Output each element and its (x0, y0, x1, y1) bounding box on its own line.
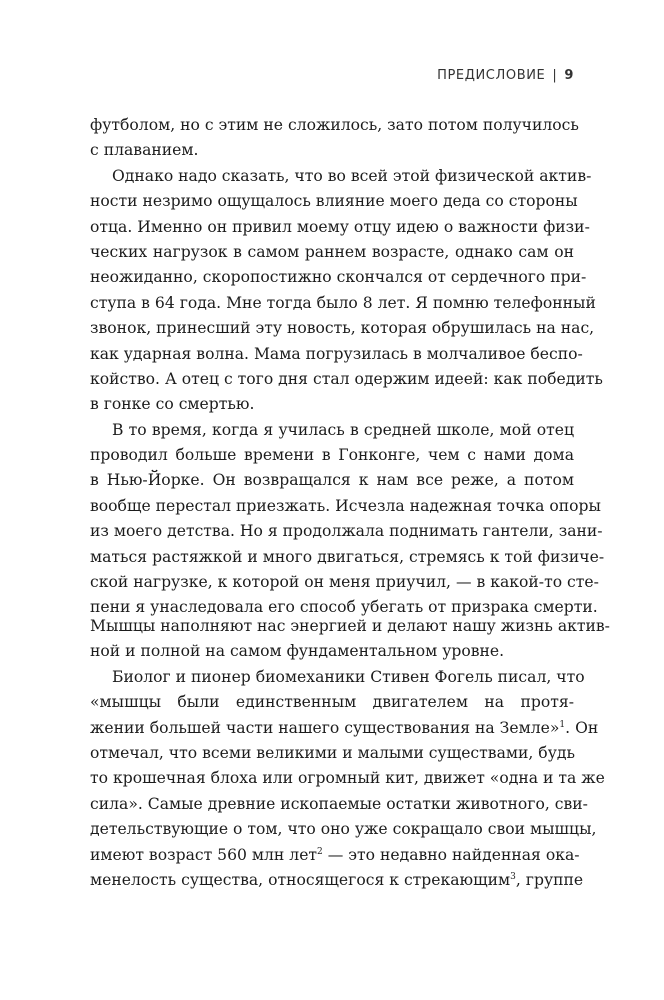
text-line (90, 843, 580, 868)
text-line (90, 639, 574, 664)
line-text: проводил больше времени в Гонконге, чем с нами дома (90, 446, 574, 465)
line-text-after-footnote: — это недавно найденная ока- (322, 845, 580, 864)
line-text: пени я унаследовала его способ убегать от призрака смерти. (90, 598, 598, 617)
text-line (90, 494, 601, 519)
line-text-after-footnote: . Он (565, 718, 599, 737)
footnote-marker: 1 (559, 719, 566, 730)
text-line (90, 716, 599, 741)
page-number: 9 (564, 68, 574, 83)
line-text: звонок, принесший эту новость, которая обрушилась на нас, (90, 319, 595, 338)
line-text: В то время, когда я училась в средней школе, мой отец (112, 420, 574, 439)
text-block-main (90, 113, 605, 621)
running-head (437, 68, 574, 83)
text-line (90, 665, 585, 690)
line-text: в Нью-Йорке. Он возвращался к нам все реже, а потом (90, 471, 574, 490)
text-line (90, 138, 574, 163)
text-line (90, 265, 587, 290)
line-text-after-footnote: , группе (515, 870, 584, 889)
section-title: ПРЕДИСЛОВИЕ (437, 68, 546, 83)
line-text: «мышцы были единственным двигателем на протя- (90, 693, 574, 712)
text-line (90, 766, 605, 791)
line-text: ческих нагрузок в самом раннем возрасте, однако сам он (90, 242, 574, 261)
footnote-marker: 2 (317, 846, 323, 857)
line-text: отмечал, что всеми великими и малыми существами, будь (90, 743, 575, 762)
header-separator: | (552, 68, 558, 83)
line-text: как ударная волна. Мама погрузилась в молчаливое беспо- (90, 344, 583, 363)
text-line (90, 468, 574, 493)
text-line (90, 792, 588, 817)
text-line (90, 291, 596, 316)
text-line (90, 690, 574, 715)
line-text: футболом, но с этим не сложилось, зато потом получилось (90, 116, 579, 134)
text-line (90, 215, 590, 240)
text-line (90, 189, 578, 214)
text-line (90, 868, 584, 893)
line-text: Однако надо сказать, что во всей этой физической актив- (112, 166, 592, 185)
line-text: жении большей части нашего существования на Земле» (90, 718, 560, 737)
text-line (90, 817, 597, 842)
line-text: Мышцы наполняют нас энергией и делают нашу жизнь актив- (90, 617, 610, 635)
text-line (90, 113, 579, 138)
line-text: сила». Самые древние ископаемые остатки животного, сви- (90, 794, 588, 813)
line-text: койство. А отец с того дня стал одержим идеей: как победить (90, 369, 603, 388)
text-line (90, 545, 605, 570)
line-text: то крошечная блоха или огромный кит, движет «одна и та же (90, 769, 605, 788)
line-text: с плаванием. (90, 141, 199, 160)
line-text: имеют возраст 560 млн лет (90, 845, 318, 864)
line-text: вообще перестал приезжать. Исчезла надежная точка опоры (90, 496, 601, 515)
text-line (90, 570, 599, 595)
line-text: неожиданно, скоропостижно скончался от сердечного при- (90, 268, 587, 287)
text-line (90, 741, 574, 766)
text-line (90, 614, 610, 639)
line-text: отца. Именно он привил моему отцу идею о важности физи- (90, 217, 590, 236)
text-line (90, 342, 583, 367)
line-text: ступа в 64 года. Мне тогда было 8 лет. Я помню телефонный (90, 293, 596, 312)
text-line (90, 392, 574, 417)
line-text: ности незримо ощущалось влияние моего деда со стороны (90, 192, 578, 211)
text-line (90, 519, 603, 544)
text-block-muscles (90, 614, 610, 893)
line-text: Биолог и пионер биомеханики Стивен Фогель писал, что (112, 667, 585, 686)
text-line (90, 164, 592, 189)
footnote-marker: 3 (510, 871, 516, 882)
text-line (90, 367, 603, 392)
text-line (90, 316, 595, 341)
line-text: менелость существа, относящегося к стрекающим (90, 870, 511, 889)
text-line (90, 240, 574, 265)
line-text: в гонке со смертью. (90, 395, 255, 414)
line-text: ной и полной на самом фундаментальном уровне. (90, 642, 505, 661)
line-text: ской нагрузке, к которой он меня приучил, — в какой-то сте- (90, 573, 599, 592)
line-text: из моего детства. Но я продолжала поднимать гантели, зани- (90, 522, 603, 541)
text-line (90, 418, 574, 443)
line-text: детельствующие о том, что оно уже сокращало свои мышцы, (90, 820, 597, 839)
line-text: маться растяжкой и много двигаться, стремясь к той физиче- (90, 547, 605, 566)
text-line (90, 443, 574, 468)
